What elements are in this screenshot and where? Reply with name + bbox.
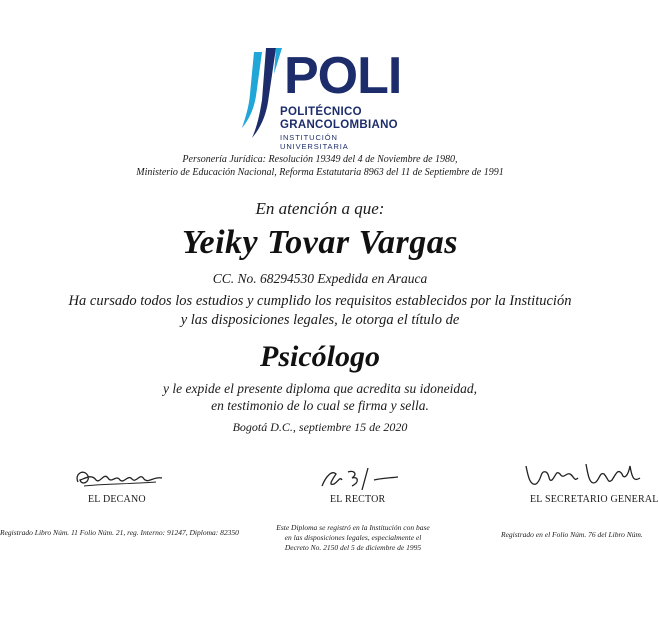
rector-signature-icon bbox=[318, 462, 408, 494]
place-date: Bogotá D.C., septiembre 15 de 2020 bbox=[232, 420, 408, 434]
secretary-signature-icon bbox=[520, 456, 640, 494]
registry-center bbox=[248, 523, 458, 553]
body-line-2: y las disposiciones legales, le otorga el título de bbox=[180, 312, 460, 328]
registry-center-line-3: Decreto No. 2150 del 5 de diciembre de 1995 bbox=[284, 543, 422, 552]
logo-wordmark: POLI bbox=[284, 47, 402, 105]
logo-line-3: INSTITUCIÓN UNIVERSITARIA bbox=[280, 133, 349, 151]
body-line-4: en testimonio de lo cual se firma y sella. bbox=[211, 398, 429, 413]
dean-label: EL DECANO bbox=[88, 494, 146, 505]
body-line-1: Ha cursado todos los estudios y cumplido los requisitos establecidos por la Institución bbox=[68, 293, 572, 309]
secretary-label: EL SECRETARIO GENERAL bbox=[530, 494, 659, 505]
logo-line-2: GRANCOLOMBIANO bbox=[280, 119, 398, 131]
logo-emblem-icon bbox=[236, 44, 286, 144]
rector-label: EL RECTOR bbox=[330, 494, 386, 505]
attention-heading: En atención a que: bbox=[255, 199, 385, 218]
institution-logo bbox=[236, 44, 406, 154]
legal-line-1: Personería Jurídica: Resolución 19349 del 4 de Noviembre de 1980, bbox=[182, 154, 458, 165]
registry-center-line-1: Este Diploma se registró en la Institución con base bbox=[276, 523, 430, 532]
registry-left: Registrado Libro Núm. 11 Folio Núm. 21, reg. Interno: 91247, Diploma: 82350 bbox=[0, 528, 239, 537]
registry-center-line-2: en las disposiciones legales, especialmente el bbox=[284, 533, 422, 542]
legal-line-2: Ministerio de Educación Nacional, Reforma Estatutaria 8963 del 11 de Septiembre de 1991 bbox=[136, 167, 504, 178]
registry-right: Registrado en el Folio Núm. 76 del Libro Núm. bbox=[501, 530, 643, 539]
id-line: CC. No. 68294530 Expedida en Arauca bbox=[212, 271, 428, 286]
dean-signature-icon bbox=[70, 462, 170, 494]
body-line-3: y le expide el presente diploma que acredita su idoneidad, bbox=[163, 381, 477, 396]
recipient-name: Yeiky Tovar Vargas bbox=[182, 224, 458, 261]
degree-title: Psicólogo bbox=[260, 340, 380, 373]
logo-line-1: POLITÉCNICO bbox=[280, 106, 362, 118]
